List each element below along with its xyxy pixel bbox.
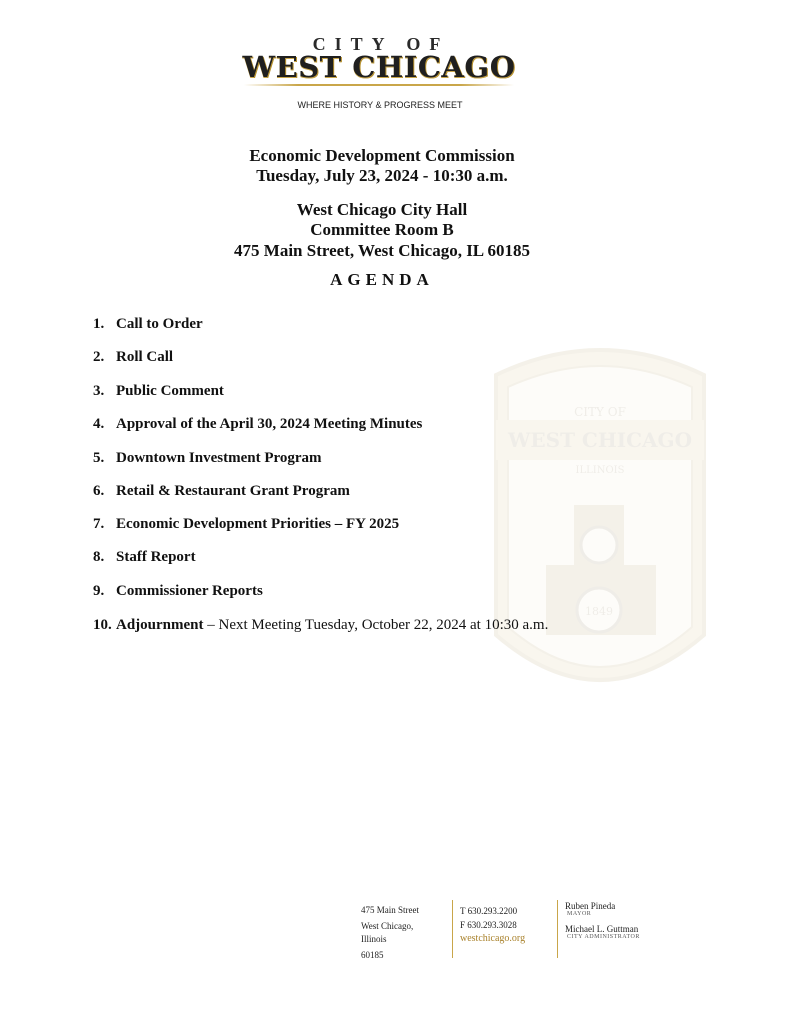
location-building: West Chicago City Hall: [296, 200, 468, 219]
item-number: 6.: [93, 483, 105, 499]
item-label: Staff Report: [116, 549, 196, 565]
administrator-title: CITY ADMINISTRATOR: [567, 934, 640, 940]
footer-website-link[interactable]: westchicago.org: [460, 933, 526, 944]
item-number: 5.: [93, 450, 105, 466]
agenda-heading: AGENDA: [330, 270, 434, 289]
list-item: [93, 483, 350, 505]
footer-phone: T 630.293.2200: [460, 906, 518, 916]
item-label: Public Comment: [116, 383, 224, 399]
mayor-name: Ruben Pineda: [565, 901, 616, 911]
list-item: [93, 516, 399, 538]
list-item: [93, 416, 422, 438]
location-room: Committee Room B: [310, 220, 454, 239]
item-number: 2.: [93, 349, 105, 365]
seal-year: 1849: [585, 605, 613, 618]
item-label: Retail & Restaurant Grant Program: [116, 483, 350, 499]
item-number: 4.: [93, 416, 105, 432]
item-number: 3.: [93, 383, 105, 399]
item-label: Roll Call: [116, 349, 174, 365]
footer-contact: [460, 904, 550, 946]
logo-city-name: WEST CHICAGO: [242, 50, 516, 84]
list-item: [93, 383, 224, 405]
list-item: [93, 617, 548, 639]
footer-fax: F 630.293.3028: [460, 920, 517, 930]
meeting-datetime: Tuesday, July 23, 2024 - 10:30 a.m.: [256, 166, 508, 185]
list-item: [93, 450, 322, 472]
item-number: 8.: [93, 549, 105, 565]
seal-top-text: CITY OF: [574, 405, 626, 419]
item-label: Economic Development Priorities – FY 2025: [116, 516, 400, 532]
logo-underline: [244, 84, 514, 86]
list-item: [93, 349, 173, 371]
seal-sub-text: ILLINOIS: [575, 465, 625, 476]
footer-divider: [452, 900, 453, 958]
item-label: Call to Order: [116, 316, 203, 332]
item-number: 7.: [93, 516, 105, 532]
footer-officials: [565, 901, 685, 940]
item-label: Commissioner Reports: [116, 583, 263, 599]
item-note: – Next Meeting Tuesday, October 22, 2024 at 10:30 a.m.: [203, 617, 549, 633]
mayor-title: MAYOR: [567, 911, 592, 917]
footer-address: 475 Main Street West Chicago, Illinois 60185: [361, 905, 419, 960]
item-label: Adjournment: [116, 617, 204, 633]
seal-main-text: WEST CHICAGO: [507, 428, 693, 452]
logo-tagline: WHERE HISTORY & PROGRESS MEET: [297, 100, 463, 110]
item-label: Downtown Investment Program: [116, 450, 322, 466]
footer-divider: [557, 900, 558, 958]
list-item: [93, 316, 203, 338]
item-label: Approval of the April 30, 2024 Meeting Minutes: [116, 416, 423, 432]
administrator-name: Michael L. Guttman: [565, 924, 639, 934]
item-number: 1.: [93, 316, 105, 332]
list-item: [93, 549, 196, 571]
logo-city-of: CITY OF: [312, 34, 450, 54]
meeting-title: Economic Development Commission: [249, 146, 515, 165]
item-number: 10.: [93, 617, 112, 633]
list-item: [93, 583, 263, 605]
location-address: 475 Main Street, West Chicago, IL 60185: [234, 241, 530, 260]
city-seal-watermark: [486, 335, 714, 707]
item-number: 9.: [93, 583, 105, 599]
